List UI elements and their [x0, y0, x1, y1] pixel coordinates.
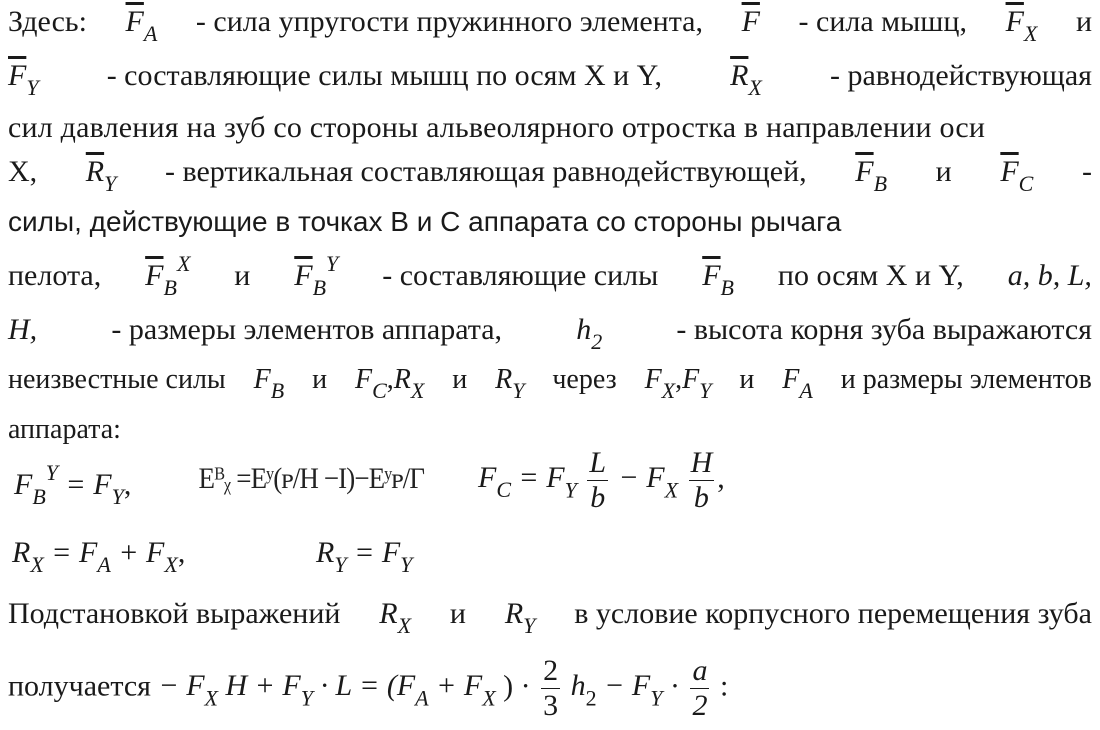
math-rx-2: $R_X$	[379, 597, 412, 638]
text-line-3: сил давления на зуб со стороны альвеолярного отростка в направлении оси	[8, 111, 986, 144]
word: и	[739, 364, 755, 395]
equation-fc: $F_C = F_Y$ $\frac{L}{b}$ − $F_X$ $\frac{H}{b}$ ,	[478, 446, 725, 514]
word: - высота корня зуба выражаются	[676, 313, 1092, 346]
text-line-5	[8, 202, 1092, 242]
word: - сила мышц,	[798, 5, 967, 38]
math-fb: $\overline{F}_B$	[855, 155, 888, 196]
word: и размеры элементов	[840, 364, 1092, 395]
sentence: силы, действующие в точках B и C аппарата со стороны рычага	[8, 206, 842, 237]
text-line-4	[8, 152, 1092, 196]
equation-ry: $R_Y = F_Y$	[316, 536, 413, 577]
math-h2: $h_2$	[576, 313, 603, 354]
word: и	[312, 364, 328, 395]
math-fb2: $\overline{F}_B$	[702, 259, 734, 300]
equation-final: получается − $F_X$ $H + F_Y \cdot L = (F_A + F_X$ ) · $\frac{2}{3}$ $h_2 - F_Y$ · $\frac{a}{2}$ :	[8, 654, 729, 722]
text-line-10	[8, 594, 1092, 638]
math-ry: $\overline{R}_Y$	[85, 155, 117, 196]
word: через	[552, 364, 617, 395]
text-line-9: аппарата:	[8, 414, 121, 445]
text-line-1	[8, 2, 1092, 46]
math-ry-2: $R_Y$	[504, 597, 536, 638]
text-line-8	[8, 360, 1092, 403]
math-fby: $\overline{F}_B^Y$	[294, 251, 339, 300]
word: - вертикальная составляющая равнодействующей,	[164, 155, 807, 188]
word: - составляющие силы мышц по осям X и Y,	[106, 59, 662, 92]
equation-rx: $R_X = F_A + F_X$,	[12, 536, 186, 577]
word: и	[234, 259, 251, 292]
math-f: $\overline{F}$	[741, 5, 760, 38]
word: в условие корпусного перемещения зуба	[574, 597, 1092, 630]
word: X,	[8, 155, 38, 188]
word: и	[452, 364, 468, 395]
math-fa: $\overline{F}_A$	[125, 5, 158, 46]
word: и	[449, 597, 466, 630]
math-fb-inline: $F_B$	[253, 364, 285, 403]
math-fx-fy-inline: $F_X,F_Y$	[644, 364, 712, 403]
word: неизвестные силы	[8, 364, 226, 395]
word: Здесь:	[8, 5, 87, 38]
word: пелота,	[8, 259, 102, 292]
math-rx: $\overline{R}_X$	[730, 59, 762, 100]
word: и	[1075, 5, 1092, 38]
math-fc-inline: $F_C,R_X$	[354, 364, 425, 403]
math-fbx: $\overline{F}_B^X$	[145, 251, 191, 300]
text-line-7	[8, 310, 1092, 354]
word: - сила упругости пружинного элемента,	[195, 5, 703, 38]
math-fx: $\overline{F}_X$	[1005, 5, 1038, 46]
math-fc: $\overline{F}_C$	[1000, 155, 1034, 196]
word: Подстановкой выражений	[8, 597, 341, 630]
word: H,	[8, 313, 38, 346]
math-fy: $\overline{F}_Y$	[8, 59, 39, 100]
word: - размеры элементов аппарата,	[111, 313, 503, 346]
word: a, b, L,	[1007, 259, 1092, 292]
equation-fbx-garbled: Eᴮᵪ =Eʸ(ᴩ/H −I)−Eʸᴩ/Γ	[198, 462, 425, 495]
text-line-6	[8, 251, 1092, 300]
word: - составляющие силы	[382, 259, 659, 292]
math-ry-inline: $R_Y$	[495, 364, 525, 403]
text-line-2	[8, 56, 1092, 100]
equation-fby: $F_B^Y = F_Y$,	[14, 460, 132, 509]
math-fa-inline: $F_A$	[782, 364, 813, 403]
word: и	[935, 155, 952, 188]
word: -	[1081, 155, 1092, 188]
word: - равнодействующая	[829, 59, 1092, 92]
word: по осям X и Y,	[777, 259, 964, 292]
